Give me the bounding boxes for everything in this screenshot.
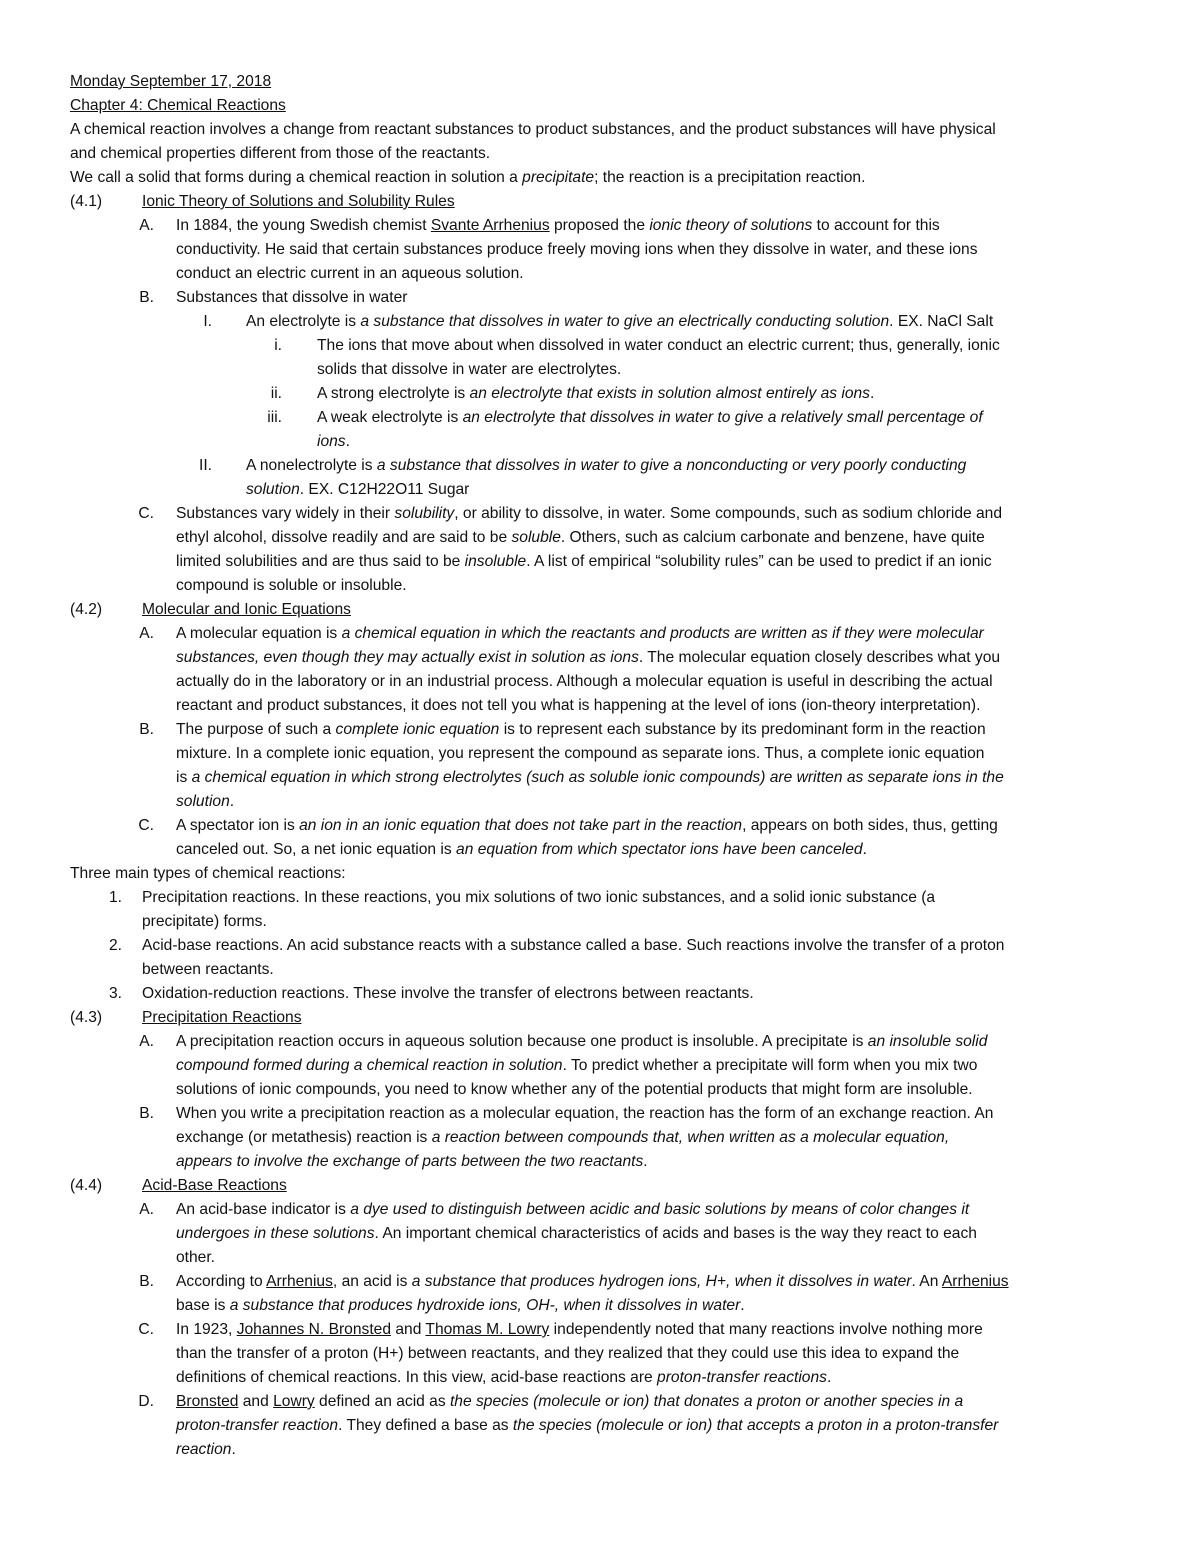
text: A strong electrolyte is xyxy=(317,385,470,402)
list-item-4-2-b xyxy=(70,718,1145,814)
text-line: The ions that move about when dissolved in water conduct an electric current; thus, generally, ionic xyxy=(317,337,1000,354)
text: . An important chemical characteristics of acids and bases is the way they react to each xyxy=(374,1225,977,1242)
text: . xyxy=(643,1153,648,1170)
name-link: Lowry xyxy=(273,1393,315,1410)
section-heading-4-3 xyxy=(70,1006,1145,1030)
item-marker: A. xyxy=(139,625,154,642)
item-marker: A. xyxy=(139,1033,154,1050)
text-line: compound is soluble or insoluble. xyxy=(176,577,407,594)
text: . They defined a base as xyxy=(338,1417,513,1434)
text-line: conductivity. He said that certain substances produce freely moving ions when they dissolve in water, and these ions xyxy=(176,241,978,258)
text: is to represent each substance by its predominant form in the reaction xyxy=(499,721,986,738)
text: A nonelectrolyte is xyxy=(246,457,377,474)
list-item-roman-II xyxy=(70,454,1145,502)
section-heading-4-1 xyxy=(70,190,1145,214)
text: limited solubilities and are thus said to be xyxy=(176,553,465,570)
list-item-4-4-a xyxy=(70,1198,1145,1270)
text-line: actually do in the laboratory or in an industrial process. Although a molecular equation is useful in describing the actual xyxy=(176,673,993,690)
list-item-4-1-a xyxy=(70,214,1145,286)
numbered-item-1 xyxy=(70,886,1145,934)
text: independently noted that many reactions involve nothing more xyxy=(549,1321,983,1338)
text: . EX. NaCl Salt xyxy=(889,313,994,330)
name-link: Arrhenius xyxy=(941,1273,1009,1290)
emphasis-text: reaction xyxy=(176,1441,232,1458)
emphasis-text: a substance that dissolves in water to give an electrically conducting solution xyxy=(360,313,890,330)
numbered-item-3 xyxy=(70,982,1145,1006)
list-item-4-4-b xyxy=(70,1270,1145,1318)
emphasis-text: solution xyxy=(246,481,300,498)
emphasis-text: a chemical equation in which strong electrolytes (such as soluble ionic compounds) are written as separate ions in the xyxy=(191,769,1004,786)
text: An acid-base indicator is xyxy=(176,1201,351,1218)
text-line: than the transfer of a proton (H+) between reactants, and they realized that they could use this idea to expand the xyxy=(176,1345,960,1362)
emphasis-text: a substance that dissolves in water to give a nonconducting or very poorly conducting xyxy=(376,457,967,474)
text-line: solutions of ionic compounds, you need to know whether any of the potential products that might form are insoluble. xyxy=(176,1081,973,1098)
item-marker: C. xyxy=(138,817,154,834)
text-line: reactant and product substances, it does not tell you what is happening at the level of ions (ion-theory interpretation). xyxy=(176,697,981,714)
text: . xyxy=(826,1369,832,1386)
text: In 1923, xyxy=(176,1321,237,1338)
text: proposed the xyxy=(549,217,650,234)
text: ethyl alcohol, dissolve readily and are said to be xyxy=(176,529,512,546)
section-number: (4.3) xyxy=(70,1009,103,1026)
text: The purpose of such a xyxy=(176,721,336,738)
item-marker: 1. xyxy=(108,889,122,906)
item-text: Substances that dissolve in water xyxy=(176,289,408,306)
text-line: Acid-base reactions. An acid substance reacts with a substance called a base. Such reactions involve the transfer of a proton xyxy=(142,937,1005,954)
text-line: When you write a precipitation reaction as a molecular equation, the reaction has the form of an exchange reaction. An xyxy=(176,1105,994,1122)
emphasis-text: proton-transfer reactions xyxy=(657,1369,827,1386)
types-heading: Three main types of chemical reactions: xyxy=(70,865,346,882)
text-line: other. xyxy=(176,1249,216,1266)
chapter-heading: Chapter 4: Chemical Reactions xyxy=(70,97,286,114)
item-marker: B. xyxy=(139,721,154,738)
name-link: Johannes N. Bronsted xyxy=(236,1321,392,1338)
emphasis-text: the species (molecule or ion) that donates a proton or another species in a xyxy=(449,1393,964,1410)
item-text xyxy=(176,1390,1145,1462)
text-line: precipitate) forms. xyxy=(142,913,267,930)
section-number: (4.4) xyxy=(70,1177,103,1194)
list-item-4-4-d xyxy=(70,1390,1145,1462)
text: , an acid is xyxy=(332,1273,412,1290)
text: and xyxy=(391,1321,426,1338)
text: Substances vary widely in their xyxy=(176,505,395,522)
list-item-4-3-a xyxy=(70,1030,1145,1102)
list-item-roman-I xyxy=(70,310,1145,334)
item-marker: C. xyxy=(138,505,154,522)
emphasis-text: an electrolyte that exists in solution almost entirely as ions xyxy=(469,385,870,402)
item-marker: ii. xyxy=(270,385,282,402)
text: . A list of empirical “solubility rules” can be used to predict if an ionic xyxy=(526,553,992,570)
document-page xyxy=(70,70,1145,1462)
text: canceled out. So, a net ionic equation is xyxy=(176,841,457,858)
emphasis-text: insoluble xyxy=(464,553,527,570)
list-item-4-3-b xyxy=(70,1102,1145,1174)
item-text xyxy=(246,310,1145,334)
text: , or ability to dissolve, in water. Some compounds, such as sodium chloride and xyxy=(454,505,1003,522)
list-item-roman-iii xyxy=(70,406,1145,454)
item-text xyxy=(142,934,1145,982)
item-text xyxy=(317,334,1145,382)
text: . xyxy=(229,793,235,810)
list-item-4-2-c xyxy=(70,814,1145,862)
item-marker: A. xyxy=(139,217,154,234)
emphasis-text: substances, even though they may actually exist in solution as ions xyxy=(176,649,639,666)
item-marker: 2. xyxy=(108,937,122,954)
text-line: conduct an electric current in an aqueous solution. xyxy=(176,265,524,282)
emphasis-text: appears to involve the exchange of parts between the two reactants xyxy=(176,1153,644,1170)
item-text xyxy=(142,886,1145,934)
text: . The molecular equation closely describes what you xyxy=(638,649,1001,666)
name-link: Thomas M. Lowry xyxy=(425,1321,550,1338)
text: . xyxy=(740,1297,745,1314)
item-text xyxy=(317,406,1145,454)
name-link: Bronsted xyxy=(176,1393,239,1410)
text: exchange (or metathesis) reaction is xyxy=(176,1129,432,1146)
emphasis-text: solution xyxy=(176,793,230,810)
section-number: (4.1) xyxy=(70,193,103,210)
emphasis-text: soluble xyxy=(511,529,561,546)
item-marker: II. xyxy=(199,457,212,474)
text: A molecular equation is xyxy=(176,625,342,642)
text: . An xyxy=(911,1273,942,1290)
numbered-item-2 xyxy=(70,934,1145,982)
item-marker: B. xyxy=(139,1105,154,1122)
emphasis-text: an equation from which spectator ions have been canceled xyxy=(456,841,863,858)
text: . EX. C12H22O11 Sugar xyxy=(299,481,470,498)
emphasis-text: an insoluble solid xyxy=(867,1033,988,1050)
emphasis-text: ionic theory of solutions xyxy=(649,217,813,234)
item-marker: D. xyxy=(138,1393,154,1410)
intro-line: and chemical properties different from those of the reactants. xyxy=(70,145,491,162)
emphasis-text: ions xyxy=(317,433,346,450)
text: to account for this xyxy=(812,217,940,234)
text: defined an acid as xyxy=(314,1393,450,1410)
intro-paragraph xyxy=(70,118,1145,190)
text-line: solids that dissolve in water are electrolytes. xyxy=(317,361,622,378)
text: We call a solid that forms during a chemical reaction in solution a xyxy=(70,169,523,186)
item-text xyxy=(176,622,1145,718)
text: . xyxy=(862,841,867,858)
item-marker: C. xyxy=(138,1321,154,1338)
text: A spectator ion is xyxy=(176,817,300,834)
item-text xyxy=(176,214,1145,286)
emphasis-text: an ion in an ionic equation that does not take part in the reaction xyxy=(299,817,743,834)
item-text xyxy=(246,454,1145,502)
date-heading: Monday September 17, 2018 xyxy=(70,73,272,90)
item-text xyxy=(176,1270,1145,1318)
name-link: Svante Arrhenius xyxy=(430,217,550,234)
emphasis-text: compound formed during a chemical reaction in solution xyxy=(176,1057,563,1074)
section-title: Molecular and Ionic Equations xyxy=(142,601,351,618)
text: In 1884, the young Swedish chemist xyxy=(176,217,431,234)
item-text: Oxidation-reduction reactions. These involve the transfer of electrons between reactants. xyxy=(142,985,754,1002)
text: and xyxy=(238,1393,274,1410)
text: . To predict whether a precipitate will form when you mix two xyxy=(562,1057,978,1074)
item-marker: iii. xyxy=(267,409,282,426)
text: According to xyxy=(176,1273,267,1290)
emphasis-text: precipitate xyxy=(522,169,595,186)
emphasis-text: a dye used to distinguish between acidic and basic solutions by means of color changes it xyxy=(350,1201,970,1218)
section-title: Ionic Theory of Solutions and Solubility Rules xyxy=(142,193,455,210)
text: ; the reaction is a precipitation reaction. xyxy=(594,169,866,186)
name-link: Arrhenius xyxy=(266,1273,333,1290)
emphasis-text: solubility xyxy=(394,505,455,522)
list-item-4-4-c xyxy=(70,1318,1145,1390)
emphasis-text: the species (molecule or ion) that accepts a proton in a proton-transfer xyxy=(512,1417,999,1434)
emphasis-text: complete ionic equation xyxy=(335,721,500,738)
list-item-4-1-b xyxy=(70,286,1145,310)
text-line: Precipitation reactions. In these reactions, you mix solutions of two ionic substances, and a solid ionic substance (a xyxy=(142,889,936,906)
item-text xyxy=(176,1030,1145,1102)
item-marker: i. xyxy=(274,337,282,354)
item-marker: B. xyxy=(139,1273,154,1290)
item-marker: B. xyxy=(139,289,154,306)
emphasis-text: a reaction between compounds that, when written as a molecular equation, xyxy=(431,1129,950,1146)
item-marker: A. xyxy=(139,1201,154,1218)
emphasis-text: a substance that produces hydroxide ions, OH-, when it dissolves in water xyxy=(229,1297,741,1314)
emphasis-text: an electrolyte that dissolves in water to give a relatively small percentage of xyxy=(462,409,983,426)
text: . xyxy=(869,385,875,402)
text: definitions of chemical reactions. In this view, acid-base reactions are xyxy=(176,1369,658,1386)
section-title: Acid-Base Reactions xyxy=(142,1177,287,1194)
section-number: (4.2) xyxy=(70,601,103,618)
list-item-4-2-a xyxy=(70,622,1145,718)
text: . Others, such as calcium carbonate and benzene, have quite xyxy=(560,529,985,546)
item-text xyxy=(176,814,1145,862)
item-text xyxy=(176,718,1145,814)
emphasis-text: a substance that produces hydrogen ions, H+, when it dissolves in water xyxy=(411,1273,912,1290)
item-text xyxy=(176,1318,1145,1390)
text-line: mixture. In a complete ionic equation, you represent the compound as separate ions. Thus, a complete ionic equation xyxy=(176,745,985,762)
item-text xyxy=(317,382,1145,406)
section-title: Precipitation Reactions xyxy=(142,1009,302,1026)
text: is xyxy=(176,769,192,786)
emphasis-text: a chemical equation in which the reactants and products are written as if they were molecular xyxy=(341,625,984,642)
text: , appears on both sides, thus, getting xyxy=(742,817,998,834)
list-item-4-1-c xyxy=(70,502,1145,598)
text: An electrolyte is xyxy=(246,313,361,330)
emphasis-text: undergoes in these solutions xyxy=(176,1225,375,1242)
text: A weak electrolyte is xyxy=(317,409,463,426)
section-heading-4-2 xyxy=(70,598,1145,622)
text: A precipitation reaction occurs in aqueous solution because one product is insoluble. A precipitate is xyxy=(176,1033,868,1050)
item-text xyxy=(176,502,1145,598)
intro-line: A chemical reaction involves a change from reactant substances to product substances, and the product substances will have physical xyxy=(70,121,996,138)
emphasis-text: proton-transfer reaction xyxy=(176,1417,339,1434)
list-item-roman-ii xyxy=(70,382,1145,406)
text: . xyxy=(345,433,350,450)
item-marker: 3. xyxy=(108,985,122,1002)
intro-line xyxy=(70,166,1145,190)
item-text xyxy=(176,1102,1145,1174)
text: base is xyxy=(176,1297,230,1314)
section-heading-4-4 xyxy=(70,1174,1145,1198)
list-item-roman-i xyxy=(70,334,1145,382)
item-marker: I. xyxy=(203,313,212,330)
item-text xyxy=(176,1198,1145,1270)
text-line: between reactants. xyxy=(142,961,274,978)
text: . xyxy=(231,1441,236,1458)
